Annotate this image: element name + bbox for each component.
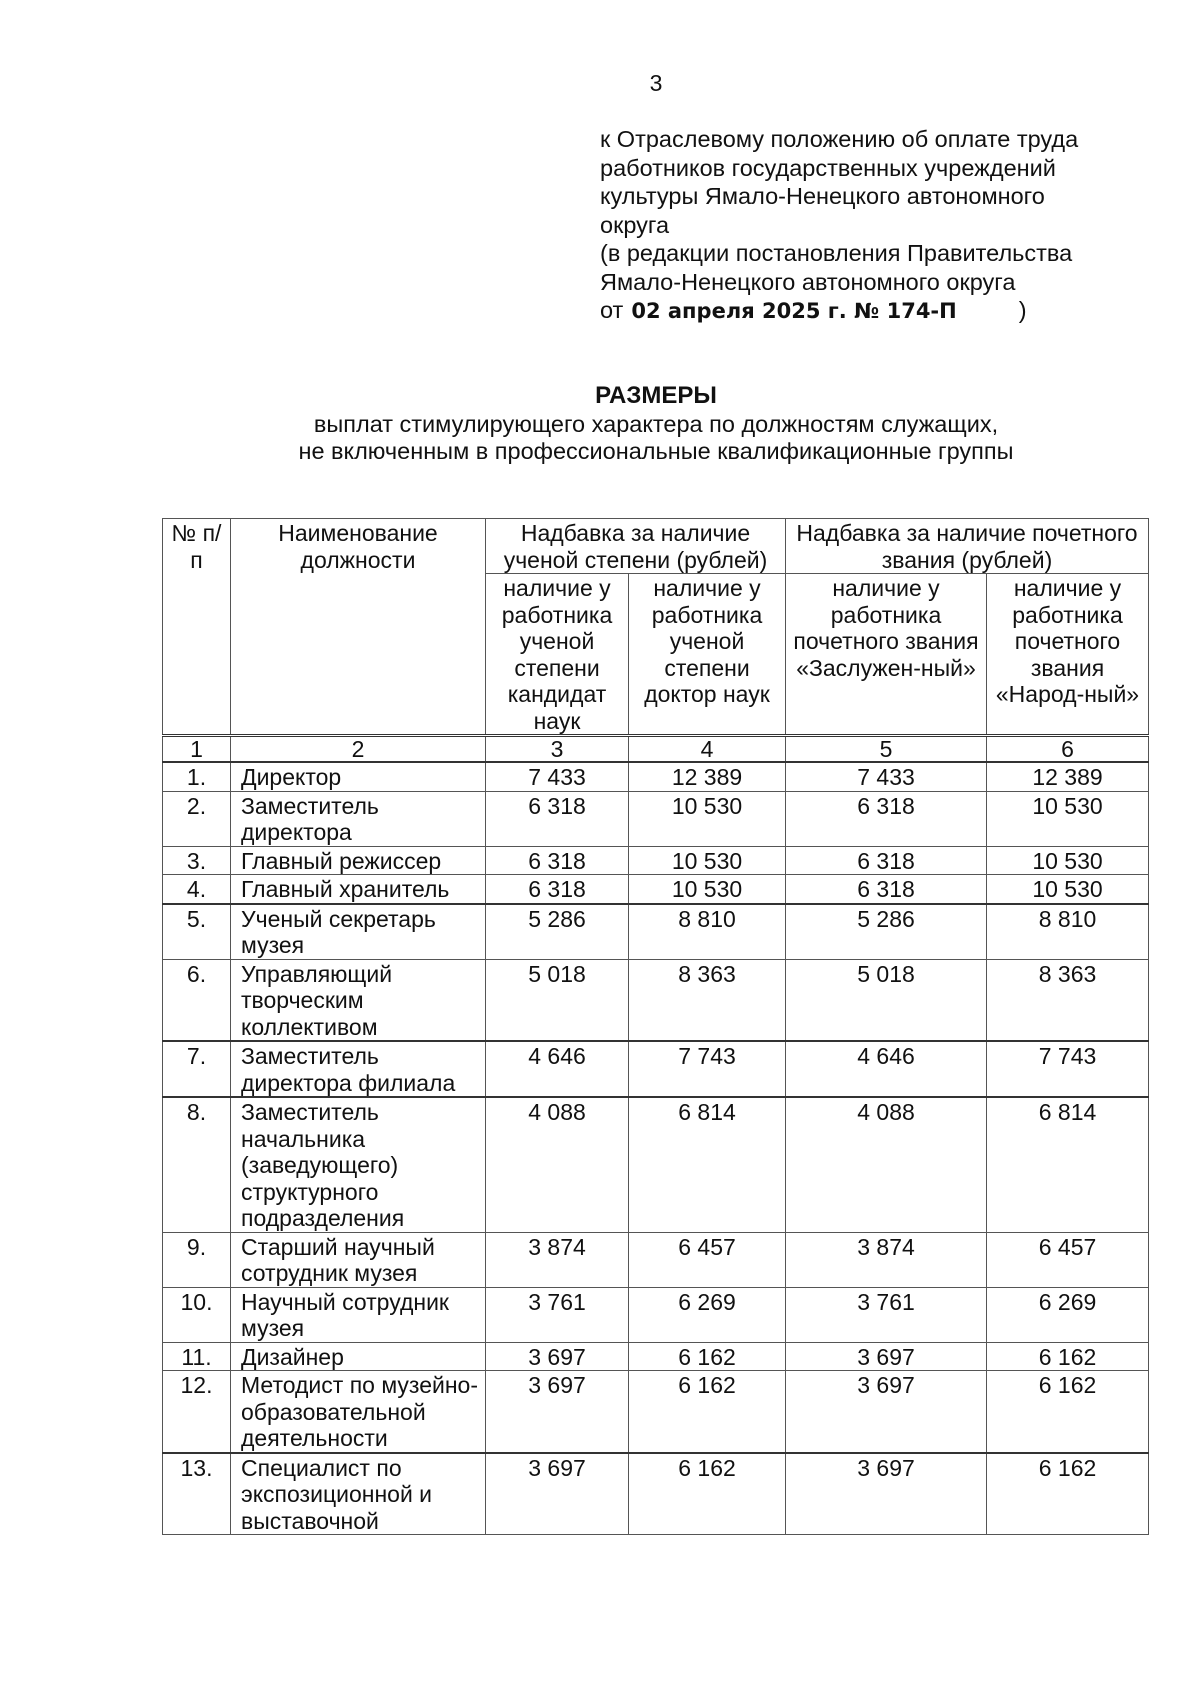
document-title: РАЗМЕРЫ bbox=[595, 382, 717, 409]
position-name bbox=[231, 1453, 486, 1535]
table-row bbox=[163, 762, 1149, 791]
value-doctor: 8 363 bbox=[629, 959, 786, 1041]
position-name-text: Научный сотрудник музея bbox=[241, 1288, 449, 1341]
table-row bbox=[163, 959, 1149, 1041]
column-number: 1 bbox=[163, 736, 231, 763]
table-row bbox=[163, 1287, 1149, 1342]
position-name bbox=[231, 1041, 486, 1097]
position-name-text: Методист по музейно-образовательной деятельности bbox=[241, 1372, 478, 1451]
value-people: 8 363 bbox=[987, 959, 1149, 1041]
position-name-text: Заместитель директора филиала bbox=[241, 1043, 456, 1096]
value-doctor: 6 269 bbox=[629, 1287, 786, 1342]
value-honored: 3 761 bbox=[786, 1287, 987, 1342]
row-number: 7. bbox=[163, 1041, 231, 1097]
row-number: 3. bbox=[163, 846, 231, 875]
page-number: 3 bbox=[649, 70, 663, 96]
table-row bbox=[163, 846, 1149, 875]
table-row bbox=[163, 1342, 1149, 1371]
position-name bbox=[231, 1371, 486, 1453]
position-name bbox=[231, 875, 486, 904]
column-number: 4 bbox=[629, 736, 786, 763]
column-number: 3 bbox=[486, 736, 629, 763]
column-number: 5 bbox=[786, 736, 987, 763]
value-doctor: 6 162 bbox=[629, 1371, 786, 1453]
value-candidate: 3 761 bbox=[486, 1287, 629, 1342]
position-name-text: Дизайнер bbox=[241, 1343, 344, 1370]
row-number: 13. bbox=[163, 1453, 231, 1535]
addressee-line: работников государственных учреждений bbox=[600, 154, 1056, 181]
row-number: 10. bbox=[163, 1287, 231, 1342]
position-name bbox=[231, 791, 486, 846]
row-number: 8. bbox=[163, 1097, 231, 1232]
value-candidate: 7 433 bbox=[486, 762, 629, 791]
column-number: 2 bbox=[231, 736, 486, 763]
subtitle-line: не включенным в профессиональные квалификационные группы bbox=[298, 438, 1014, 464]
value-honored: 3 697 bbox=[786, 1342, 987, 1371]
value-people: 6 814 bbox=[987, 1097, 1149, 1232]
column-number: 6 bbox=[987, 736, 1149, 763]
allowance-table bbox=[162, 518, 1149, 1535]
table-row bbox=[163, 1453, 1149, 1535]
position-name bbox=[231, 846, 486, 875]
value-doctor: 6 162 bbox=[629, 1453, 786, 1535]
value-honored: 6 318 bbox=[786, 875, 987, 904]
value-people: 12 389 bbox=[987, 762, 1149, 791]
row-number: 4. bbox=[163, 875, 231, 904]
position-name-text: Специалист по экспозиционной и выставочной bbox=[241, 1454, 433, 1534]
value-doctor: 12 389 bbox=[629, 762, 786, 791]
table-row bbox=[163, 1371, 1149, 1453]
value-honored: 3 697 bbox=[786, 1453, 987, 1535]
value-people: 10 530 bbox=[987, 875, 1149, 904]
value-candidate: 4 088 bbox=[486, 1097, 629, 1232]
position-name bbox=[231, 1287, 486, 1342]
value-candidate: 3 697 bbox=[486, 1342, 629, 1371]
value-people: 6 162 bbox=[987, 1342, 1149, 1371]
subtitle-line: выплат стимулирующего характера по должностям служащих, bbox=[313, 411, 999, 437]
value-candidate: 4 646 bbox=[486, 1041, 629, 1097]
header-position: Наименование должности bbox=[231, 519, 486, 736]
header-title-group: Надбавка за наличие почетного звания (рублей) bbox=[786, 519, 1149, 574]
column-number-row bbox=[163, 736, 1149, 763]
value-doctor: 7 743 bbox=[629, 1041, 786, 1097]
document-subtitle bbox=[0, 411, 1200, 465]
decree-suffix: ) bbox=[1018, 297, 1027, 323]
value-candidate: 5 286 bbox=[486, 904, 629, 960]
addressee-line: культуры Ямало-Ненецкого автономного bbox=[600, 183, 1045, 209]
table-row bbox=[163, 904, 1149, 960]
table-row bbox=[163, 1097, 1149, 1232]
value-honored: 5 286 bbox=[786, 904, 987, 960]
value-candidate: 3 874 bbox=[486, 1232, 629, 1287]
value-doctor: 6 162 bbox=[629, 1342, 786, 1371]
value-candidate: 3 697 bbox=[486, 1371, 629, 1453]
value-people: 7 743 bbox=[987, 1041, 1149, 1097]
position-name-text: Заместитель директора bbox=[241, 792, 379, 845]
value-honored: 7 433 bbox=[786, 762, 987, 791]
value-honored: 6 318 bbox=[786, 791, 987, 846]
header-honored: наличие у работника почетного звания «Заслужен-ный» bbox=[786, 574, 987, 736]
value-honored: 5 018 bbox=[786, 959, 987, 1041]
value-honored: 4 646 bbox=[786, 1041, 987, 1097]
value-candidate: 5 018 bbox=[486, 959, 629, 1041]
value-doctor: 10 530 bbox=[629, 875, 786, 904]
header-people: наличие у работника почетного звания «Народ-ный» bbox=[987, 574, 1149, 736]
value-people: 10 530 bbox=[987, 846, 1149, 875]
position-name bbox=[231, 1342, 486, 1371]
position-name bbox=[231, 959, 486, 1041]
decree-line bbox=[600, 296, 1140, 326]
value-honored: 3 697 bbox=[786, 1371, 987, 1453]
value-people: 6 162 bbox=[987, 1371, 1149, 1453]
position-name-text: Заместитель начальника (заведующего) структурного подразделения bbox=[241, 1099, 405, 1231]
value-people: 8 810 bbox=[987, 904, 1149, 960]
row-number: 6. bbox=[163, 959, 231, 1041]
decree-reference: 02 апреля 2025 г. № 174-П bbox=[631, 299, 957, 323]
value-honored: 4 088 bbox=[786, 1097, 987, 1232]
value-candidate: 6 318 bbox=[486, 791, 629, 846]
header-doctor: наличие у работника ученой степени доктор наук bbox=[629, 574, 786, 736]
value-candidate: 3 697 bbox=[486, 1453, 629, 1535]
row-number: 2. bbox=[163, 791, 231, 846]
row-number: 1. bbox=[163, 762, 231, 791]
value-people: 6 269 bbox=[987, 1287, 1149, 1342]
position-name bbox=[231, 904, 486, 960]
value-candidate: 6 318 bbox=[486, 846, 629, 875]
position-name-text: Директор bbox=[241, 764, 342, 790]
position-name-text: Управляющий творческим коллективом bbox=[241, 960, 393, 1040]
header-number: № п/п bbox=[163, 519, 231, 736]
value-people: 6 162 bbox=[987, 1453, 1149, 1535]
value-honored: 3 874 bbox=[786, 1232, 987, 1287]
value-doctor: 6 457 bbox=[629, 1232, 786, 1287]
position-name bbox=[231, 762, 486, 791]
addressee-block bbox=[600, 125, 1140, 326]
value-people: 10 530 bbox=[987, 791, 1149, 846]
row-number: 9. bbox=[163, 1232, 231, 1287]
value-people: 6 457 bbox=[987, 1232, 1149, 1287]
value-doctor: 8 810 bbox=[629, 904, 786, 960]
decree-prefix: от bbox=[600, 297, 624, 323]
position-name-text: Ученый секретарь музея bbox=[241, 905, 436, 958]
table-row bbox=[163, 791, 1149, 846]
table-header-row bbox=[163, 519, 1149, 574]
position-name bbox=[231, 1097, 486, 1232]
position-name bbox=[231, 1232, 486, 1287]
row-number: 12. bbox=[163, 1371, 231, 1453]
addressee-line: (в редакции постановления Правительства bbox=[600, 240, 1073, 266]
addressee-line: Ямало-Ненецкого автономного округа bbox=[600, 268, 1016, 295]
position-name-text: Главный хранитель bbox=[241, 876, 450, 902]
position-name-text: Старший научный сотрудник музея bbox=[241, 1233, 435, 1286]
value-doctor: 10 530 bbox=[629, 846, 786, 875]
value-candidate: 6 318 bbox=[486, 875, 629, 904]
table-row bbox=[163, 1041, 1149, 1097]
header-candidate: наличие у работника ученой степени кандидат наук bbox=[486, 574, 629, 736]
table-row bbox=[163, 1232, 1149, 1287]
value-doctor: 6 814 bbox=[629, 1097, 786, 1232]
value-doctor: 10 530 bbox=[629, 791, 786, 846]
addressee-line: к Отраслевому положению об оплате труда bbox=[600, 126, 1079, 152]
row-number: 5. bbox=[163, 904, 231, 960]
table-row bbox=[163, 875, 1149, 904]
row-number: 11. bbox=[163, 1342, 231, 1371]
addressee-line: округа bbox=[600, 211, 670, 238]
position-name-text: Главный режиссер bbox=[241, 847, 442, 874]
header-degree-group: Надбавка за наличие ученой степени (рублей) bbox=[486, 519, 786, 574]
value-honored: 6 318 bbox=[786, 846, 987, 875]
